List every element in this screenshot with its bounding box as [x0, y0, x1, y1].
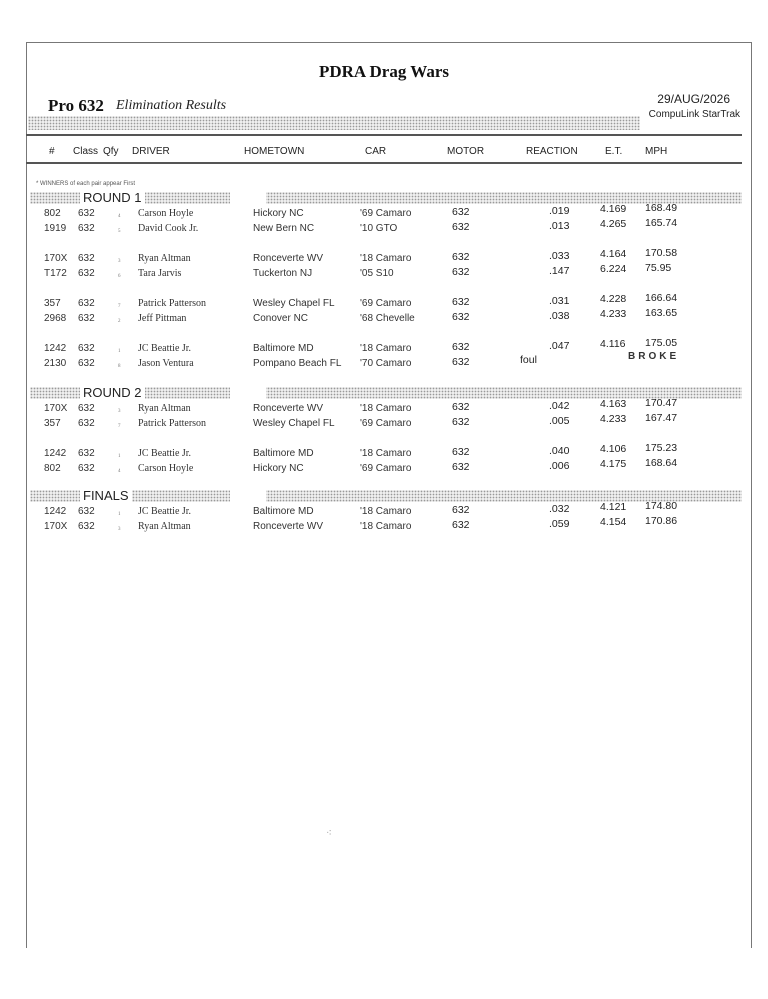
car-model: '18 Camaro: [360, 448, 412, 459]
reaction-time: .033: [549, 250, 570, 262]
driver-name: Patrick Patterson: [138, 418, 207, 429]
qualifying-position: 6: [118, 274, 121, 279]
motor: 632: [452, 266, 470, 278]
elapsed-time: 4.163: [600, 398, 627, 410]
qualifying-position: 7: [118, 304, 121, 309]
trap-speed: 170.47: [645, 397, 678, 409]
elapsed-time: 4.121: [600, 501, 627, 513]
class-cell: 632: [78, 268, 95, 279]
trap-speed: 163.65: [645, 307, 678, 319]
motor: 632: [452, 251, 470, 263]
elapsed-time: 6.224: [600, 263, 627, 275]
hometown: Baltimore MD: [253, 343, 314, 354]
driver-name: Tara Jarvis: [138, 268, 182, 279]
car-number: 802: [44, 463, 61, 474]
class-cell: 632: [78, 298, 95, 309]
motor: 632: [452, 296, 470, 308]
driver-name: JC Beattie Jr.: [138, 343, 192, 354]
car-model: '18 Camaro: [360, 403, 412, 414]
reaction-time: .032: [549, 503, 570, 515]
reaction-time: .005: [549, 415, 570, 427]
hometown: Baltimore MD: [253, 506, 314, 517]
motor: 632: [452, 311, 470, 323]
car-number: 1242: [44, 506, 67, 517]
header-dot-band: [28, 116, 640, 130]
section-band: [30, 490, 742, 502]
car-model: '05 S10: [360, 268, 394, 279]
car-number: 1242: [44, 343, 67, 354]
elapsed-time: 4.228: [600, 293, 627, 305]
class-cell: 632: [78, 313, 95, 324]
car-number: T172: [44, 268, 67, 279]
hometown: Wesley Chapel FL: [253, 298, 335, 309]
trap-speed: 168.64: [645, 457, 678, 469]
reaction-time: .047: [549, 340, 570, 352]
motor: 632: [452, 356, 470, 368]
column-header: DRIVER: [132, 146, 170, 157]
column-header: MOTOR: [447, 146, 485, 157]
qualifying-position: 4: [118, 214, 121, 219]
event-title: PDRA Drag Wars: [318, 62, 449, 81]
car-model: '18 Camaro: [360, 343, 412, 354]
header-rule-bottom: [26, 162, 742, 164]
hometown: Ronceverte WV: [253, 521, 324, 532]
hometown: New Bern NC: [253, 223, 315, 234]
qualifying-position: 7: [118, 424, 121, 429]
section-band-gap: [230, 387, 266, 399]
driver-name: JC Beattie Jr.: [138, 448, 192, 459]
driver-name: Ryan Altman: [138, 253, 191, 264]
class-cell: 632: [78, 521, 95, 532]
timing-system: CompuLink StarTrak: [648, 109, 740, 120]
car-model: '18 Camaro: [360, 506, 412, 517]
driver-name: Carson Hoyle: [138, 208, 194, 219]
class-cell: 632: [78, 223, 95, 234]
hometown: Hickory NC: [253, 463, 304, 474]
motor: 632: [452, 446, 470, 458]
reaction-time: .040: [549, 445, 570, 457]
class-cell: 632: [78, 506, 95, 517]
car-model: '18 Camaro: [360, 253, 412, 264]
column-header: CAR: [365, 146, 387, 157]
car-number: 357: [44, 298, 61, 309]
motor: 632: [452, 519, 470, 531]
column-header: HOMETOWN: [244, 146, 305, 157]
trap-speed: 175.23: [645, 442, 678, 454]
elapsed-time: 4.233: [600, 308, 627, 320]
motor: 632: [452, 206, 470, 218]
section-label: ROUND 1: [80, 190, 145, 205]
hometown: Ronceverte WV: [253, 253, 324, 264]
class-cell: 632: [78, 448, 95, 459]
reaction-time: .006: [549, 460, 570, 472]
winners-note: * WINNERS of each pair appear First: [36, 181, 136, 187]
reaction-time: .038: [549, 310, 570, 322]
qualifying-position: 5: [118, 229, 121, 234]
reaction-time: .147: [549, 265, 570, 277]
trap-speed: 168.49: [645, 202, 678, 214]
hometown: Conover NC: [253, 313, 309, 324]
results-subtitle: Elimination Results: [116, 98, 227, 113]
car-model: '68 Chevelle: [360, 313, 415, 324]
hometown: Baltimore MD: [253, 448, 314, 459]
trap-speed: 75.95: [645, 262, 672, 274]
qualifying-position: 3: [118, 409, 121, 414]
class-cell: 632: [78, 208, 95, 219]
motor: 632: [452, 416, 470, 428]
class-cell: 632: [78, 253, 95, 264]
qualifying-position: 1: [118, 512, 121, 517]
qualifying-position: 1: [118, 454, 121, 459]
trap-speed: 166.64: [645, 292, 678, 304]
column-header: REACTION: [526, 146, 578, 157]
motor: 632: [452, 221, 470, 233]
column-header: Class: [73, 146, 99, 157]
hometown: Ronceverte WV: [253, 403, 324, 414]
class-name: Pro 632: [48, 96, 104, 115]
header-rule-top: [26, 134, 742, 136]
hometown: Hickory NC: [253, 208, 304, 219]
qualifying-position: 2: [118, 319, 121, 324]
driver-name: Jason Ventura: [138, 358, 194, 369]
car-number: 1242: [44, 448, 67, 459]
trap-speed: 170.86: [645, 515, 678, 527]
trap-speed: 165.74: [645, 217, 678, 229]
car-number: 802: [44, 208, 61, 219]
reaction-time: .019: [549, 205, 570, 217]
section-label: ROUND 2: [80, 385, 145, 400]
elapsed-time: 4.169: [600, 203, 627, 215]
trap-speed: 174.80: [645, 500, 678, 512]
driver-name: Ryan Altman: [138, 403, 191, 414]
car-number: 170X: [44, 521, 68, 532]
column-header: Qfy: [103, 146, 119, 157]
car-number: 170X: [44, 403, 68, 414]
driver-name: David Cook Jr.: [138, 223, 199, 234]
column-header: MPH: [645, 146, 668, 157]
qualifying-position: 3: [118, 259, 121, 264]
car-model: '69 Camaro: [360, 418, 412, 429]
driver-name: Carson Hoyle: [138, 463, 194, 474]
car-number: 2130: [44, 358, 67, 369]
elapsed-time: 4.116: [600, 338, 626, 350]
driver-name: Jeff Pittman: [138, 313, 187, 324]
car-number: 170X: [44, 253, 68, 264]
motor: 632: [452, 341, 470, 353]
trap-speed: 167.47: [645, 412, 678, 424]
class-cell: 632: [78, 463, 95, 474]
car-model: '18 Camaro: [360, 521, 412, 532]
trap-speed: 175.05: [645, 337, 678, 349]
hometown: Wesley Chapel FL: [253, 418, 335, 429]
elapsed-time: 4.175: [600, 458, 627, 470]
motor: 632: [452, 504, 470, 516]
foul-indicator: foul: [520, 354, 537, 366]
qualifying-position: 4: [118, 469, 121, 474]
car-model: '70 Camaro: [360, 358, 412, 369]
car-model: '69 Camaro: [360, 463, 412, 474]
class-cell: 632: [78, 358, 95, 369]
section-label: FINALS: [80, 488, 132, 503]
class-cell: 632: [78, 403, 95, 414]
reaction-time: .013: [549, 220, 570, 232]
broke-indicator: BROKE: [628, 351, 680, 362]
trap-speed: 170.58: [645, 247, 678, 259]
section-band: [30, 192, 742, 204]
reaction-time: .031: [549, 295, 570, 307]
car-number: 357: [44, 418, 61, 429]
column-header: #: [49, 146, 55, 157]
driver-name: Patrick Patterson: [138, 298, 207, 309]
event-date: 29/AUG/2026: [657, 92, 730, 106]
motor: 632: [452, 461, 470, 473]
hometown: Tuckerton NJ: [253, 268, 313, 279]
reaction-time: .059: [549, 518, 570, 530]
section-band: [30, 387, 742, 399]
elapsed-time: 4.164: [600, 248, 627, 260]
class-cell: 632: [78, 418, 95, 429]
car-number: 2968: [44, 313, 67, 324]
qualifying-position: 1: [118, 349, 121, 354]
column-header: E.T.: [605, 146, 623, 157]
car-model: '69 Camaro: [360, 208, 412, 219]
section-band-gap: [230, 490, 266, 502]
car-number: 1919: [44, 223, 67, 234]
elapsed-time: 4.106: [600, 443, 627, 455]
hometown: Pompano Beach FL: [253, 358, 342, 369]
qualifying-position: 3: [118, 527, 121, 532]
class-cell: 632: [78, 343, 95, 354]
section-band-gap: [230, 192, 266, 204]
qualifying-position: 8: [118, 364, 121, 369]
reaction-time: .042: [549, 400, 570, 412]
driver-name: JC Beattie Jr.: [138, 506, 192, 517]
elapsed-time: 4.265: [600, 218, 627, 230]
car-model: '69 Camaro: [360, 298, 412, 309]
elapsed-time: 4.233: [600, 413, 627, 425]
motor: 632: [452, 401, 470, 413]
page-smudge: ⁖: [326, 828, 332, 839]
driver-name: Ryan Altman: [138, 521, 191, 532]
car-model: '10 GTO: [360, 223, 398, 234]
elapsed-time: 4.154: [600, 516, 627, 528]
